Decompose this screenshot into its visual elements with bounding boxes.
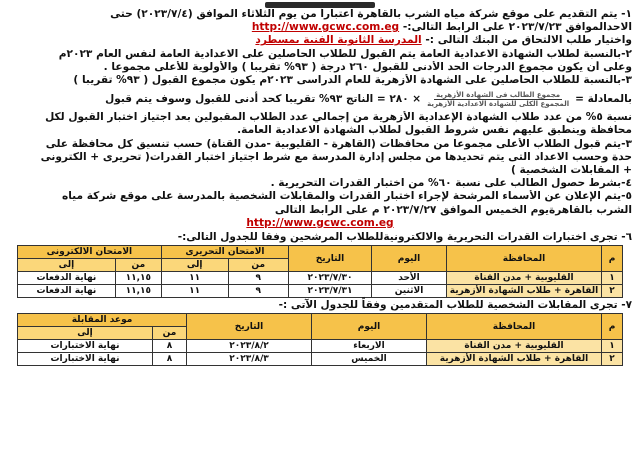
row-day: الاربعاء: [312, 340, 427, 353]
col-governorate: المحافظة: [447, 246, 602, 272]
formula-suffix: × ٢٨٠ = الناتج ٩٣% تقريبا كحد أدنى للقبول وسوف يتم قبول: [105, 93, 422, 106]
col-governorate: المحافظة: [427, 314, 602, 340]
row-date: ٢٠٢٣/٨/٢: [187, 340, 312, 353]
exams-table: [17, 245, 623, 298]
table-row: [18, 340, 623, 353]
row-idx: ٢: [602, 353, 623, 366]
col-idx: م: [602, 314, 623, 340]
interviews-table: [17, 313, 623, 366]
formula-numerator: مجموع الطالب فى الشهادة الأزهرية: [436, 90, 561, 99]
website-link-1[interactable]: http://www.gcwc.com.eg: [251, 21, 400, 34]
row-date: ٢٠٢٣/٨/٣: [187, 353, 312, 366]
row-interview-to: نهاية الاختبارات: [18, 353, 153, 366]
website-link-2[interactable]: http://www.gcwc.com.eg: [246, 216, 394, 229]
text-line-4: ٢-بالنسبة لطلاب الشهادة الاعدادية العامة يتم القبول للطلاب الحاصلين على الاعدادية العامة لنفس العام ٢٠٢٣م: [58, 47, 632, 60]
text-line-2: [8, 21, 632, 34]
col-written-to: إلى: [161, 259, 228, 272]
formula-line: [8, 87, 632, 111]
text-line-10: حدة وحسب الاعداد التى يتم تحديدها من مجلس إدارة المدرسة مع شرط اجتياز اختبار القدرات( تحريرى + الكترونى: [40, 150, 632, 163]
row-governorate: القاهرة + طلاب الشهادة الأزهرية: [427, 353, 602, 366]
text-line-8: محافظة وينطبق عليهم نفس شروط القبول لطلاب الشهادة الاعدادية العامة.: [237, 124, 632, 137]
text-line-3-text: واختيار طلب الالتحاق من البنك التالى :-: [425, 34, 632, 47]
row-idx: ١: [602, 340, 623, 353]
text-line-9: ٣-يتم قبول الطلاب الأعلى مجموعا من محافظات (القاهرة - القليوبية -مدن القناة) حسب تنسيق كل محافظة على: [45, 137, 632, 150]
col-interview-to: إلى: [18, 327, 153, 340]
text-line-5: وعلى أن يكون مجموع الدرجات الحد الأدنى للقبول ٢٦٠ درجة ( ٩٣% تقريبا ) والأولوية للأعلى مجموعا .: [103, 60, 632, 73]
text-line-11: + المقابلات الشخصية ): [511, 164, 632, 177]
row-date: ٢٠٢٣/٧/٣٠: [289, 272, 372, 285]
row-interview-from: ٨: [152, 353, 186, 366]
col-idx: م: [602, 246, 623, 272]
col-interview-time: موعد المقابلة: [18, 314, 187, 327]
row-written-from: ٩: [228, 272, 289, 285]
section-title-interviews: ٧- تجرى المقابلات الشخصية للطلاب المتقدمين وفقاً للجدول الآتى :-: [278, 299, 632, 312]
row-interview-from: ٨: [152, 340, 186, 353]
row-day: الاثنين: [372, 285, 447, 298]
col-date: التاريخ: [289, 246, 372, 272]
col-electronic-to: إلى: [18, 259, 116, 272]
formula-prefix: بالمعادلة =: [575, 93, 632, 106]
formula-fraction: [425, 91, 571, 108]
row-interview-to: نهاية الاختبارات: [18, 340, 153, 353]
row-electronic-from: ١١,١٥: [115, 272, 161, 285]
table-row: [18, 272, 623, 285]
text-line-15: [8, 217, 632, 230]
text-line-13: ٥-يتم الإعلان عن الأسماء المرشحة لإجراء اختبار القدرات والمقابلات الشخصية بالمدرسة على موقع شركة مياه: [61, 190, 632, 203]
row-day: الخميس: [312, 353, 427, 366]
col-interview-from: من: [152, 327, 186, 340]
col-date: التاريخ: [187, 314, 312, 340]
row-governorate: القليوبية + مدن القناة: [427, 340, 602, 353]
row-written-to: ١١: [161, 285, 228, 298]
table-row: [18, 285, 623, 298]
section-title-exams: ٦- تجرى اختبارات القدرات التحريرية والالكترونيةللطلاب المرشحين وفقا للجدول التالى:-: [177, 231, 632, 244]
row-day: الأحد: [372, 272, 447, 285]
row-written-to: ١١: [161, 272, 228, 285]
row-electronic-to: نهاية الدفعات: [18, 285, 116, 298]
row-written-from: ٩: [228, 285, 289, 298]
text-line-12: ٤-بشرط حصول الطالب على نسبة ٦٠% من اختبار القدرات التحريرية .: [270, 177, 632, 190]
text-line-2-text: الاحدالموافق ٢٠٢٣/٧/٢٣ على الرابط التالى:-: [402, 21, 632, 34]
col-electronic-from: من: [115, 259, 161, 272]
school-name: المدرسة الثانوية الفنية بمسطرد: [255, 34, 422, 47]
text-line-3: [8, 34, 632, 47]
col-written-from: من: [228, 259, 289, 272]
row-date: ٢٠٢٣/٧/٣١: [289, 285, 372, 298]
col-day: اليوم: [372, 246, 447, 272]
row-governorate: القاهرة + طلاب الشهادة الأزهرية: [447, 285, 602, 298]
col-written-exam: الامتحان التحريرى: [161, 246, 288, 259]
row-idx: ٢: [602, 285, 623, 298]
text-line-14: الشرب بالقاهرةيوم الخميس الموافق ٢٠٢٣/٧/٢٧ م على الرابط التالى: [274, 203, 632, 216]
text-line-1: ١- يتم التقديم على موقع شركة مياه الشرب بالقاهرة اعتباراً من يوم الثلاثاء الموافق (٢٠٢٣/٧/٤) حتى: [110, 8, 632, 20]
row-governorate: القليوبية + مدن القناة: [447, 272, 602, 285]
row-electronic-from: ١١,١٥: [115, 285, 161, 298]
formula-denominator: المجموع الكلى للشهادة الاعدادية الأزهرية: [427, 99, 570, 108]
col-electronic-exam: الامتحان الالكترونى: [18, 246, 162, 259]
text-line-7: نسبة ٥% من عدد طلاب الشهادة الإعدادية الأزهرية من إجمالي عدد الطلاب المقبولين بعد اجتياز اختبار القبول لكل: [45, 111, 632, 124]
table-row: [18, 353, 623, 366]
row-electronic-to: نهاية الدفعات: [18, 272, 116, 285]
col-day: اليوم: [312, 314, 427, 340]
interviews-header-row-1: [18, 314, 623, 327]
exams-header-row-1: [18, 246, 623, 259]
row-idx: ١: [602, 272, 623, 285]
text-line-6: ٣-بالنسبة للطلاب الحاصلين على الشهادة الأزهرية للعام الدراسى ٢٠٢٣م يكون مجموع القبول ( ٩٣% تقريبا ): [73, 74, 632, 87]
